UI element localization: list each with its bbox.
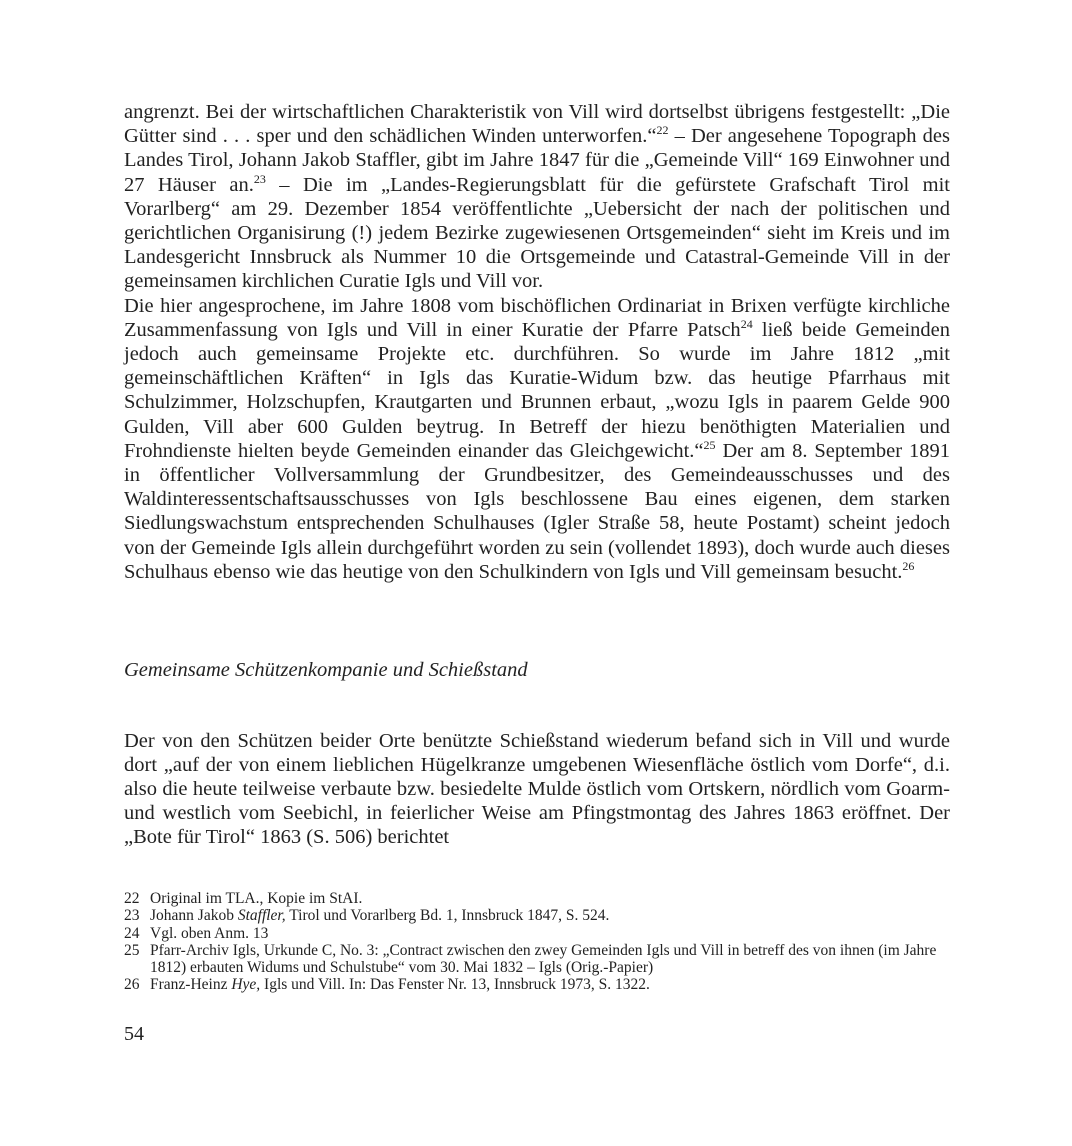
footnote-text-pre: Vgl. oben Anm. 13 — [150, 924, 269, 942]
paragraph-2-part-a: Die hier angesprochene, im Jahre 1808 vom bischöflichen Ordinariat in Brixen verfügte kirchliche Zusammenfassung von Igls und Vill in einer Kuratie der Pfarre Patsch — [124, 294, 950, 341]
footnote-text-post: Igls und Vill. In: Das Fenster Nr. 13, Innsbruck 1973, S. 1322. — [260, 976, 650, 994]
paragraph-3: Der von den Schützen beider Orte benützte Schießstand wiederum befand sich in Vill und wurde dort „auf der von einem lieblichen Hügelkranze umgebenen Wiesenfläche östlich vom Dorfe“, d.i. also die heute teilweise verbaute bzw. besiedelte Mulde östlich vom Ortskern, nördlich vom Goarm- und westlich vom Seebichl, in feierlicher Weise am Pfingstmontag des Jahres 1863 eröffnet. Der „Bote für Tirol“ 1863 (S. 506) berichtet — [124, 729, 950, 849]
paragraph-1 — [124, 100, 950, 294]
footnote-author-italic: Hye, — [231, 976, 261, 994]
footnote-text — [150, 925, 950, 942]
paragraph-1-part-b: – Der angesehene Topograph des Landes Tirol, Johann Jakob Staffler, gibt im Jahre 1847 für die „Gemeinde Vill“ 169 Einwohner und 27 Häuser an. — [124, 125, 950, 196]
footnote-number: 23 — [124, 907, 140, 925]
paragraph-1-part-a: angrenzt. Bei der wirtschaftlichen Charakteristik von Vill wird dortselbst übrigens festgestellt: „Die Gütter sind . . . sper und den schädlichen Winden unterworfen.“ — [124, 101, 950, 148]
footnote-ref-22: 22 — [656, 123, 669, 138]
footnote-text-pre: Pfarr-Archiv Igls, Urkunde C, No. 3: „Contract zwischen den zwey Gemeinden Igls und Vill in betreff des von ihnen (im Jahre 1812) erbauten Widums und Schulstube“ vom 30. Mai 1832 – Igls (Orig.-Papier) — [150, 941, 937, 977]
footnote-text-pre: Johann Jakob — [150, 907, 238, 925]
footnote-ref-23: 23 — [253, 171, 266, 186]
footnote-22 — [124, 890, 950, 907]
footnote-24 — [124, 925, 950, 942]
footnote-text — [150, 942, 950, 977]
footnote-text — [150, 890, 950, 907]
footnote-number: 22 — [124, 890, 140, 907]
footnote-23 — [124, 907, 950, 924]
footnote-author-italic: Staffler, — [237, 907, 286, 925]
page-number: 54 — [124, 1023, 144, 1045]
body-text — [124, 100, 950, 584]
footnote-text-post: Tirol und Vorarlberg Bd. 1, Innsbruck 1847, S. 524. — [285, 907, 610, 925]
footnote-25 — [124, 942, 950, 977]
footnote-ref-24: 24 — [740, 317, 753, 331]
footnote-text-pre: Franz-Heinz — [150, 976, 232, 994]
footnote-ref-25: 25 — [703, 438, 716, 453]
footnote-number: 24 — [124, 924, 140, 942]
footnote-text — [150, 907, 950, 924]
paragraph-1-part-c: – Die im „Landes-Regierungsblatt für die gefürstete Grafschaft Tirol mit Vorarlberg“ am 29. Dezember 1854 veröffentlichte „Uebersicht der nach der politischen und gerichtlichen Organisirung (!) jedem Bezirke zugewiesenen Ortsgemeinden“ sieht im Kreis und im Landesgericht Innsbruck als Nummer 10 die Ortsgemeinde und Catastral-Gemeinde Vill in der gemeinsamen kirchlichen Curatie Igls und Vill vor. — [124, 173, 950, 293]
paragraph-2 — [124, 294, 950, 584]
footnote-text-pre: Original im TLA., Kopie im StAI. — [150, 890, 363, 907]
section-heading: Gemeinsame Schützenkompanie und Schießstand — [124, 659, 528, 681]
footnote-number: 26 — [124, 976, 140, 994]
footnote-26 — [124, 976, 950, 993]
footnote-ref-26: 26 — [902, 559, 915, 574]
footnotes — [124, 890, 950, 994]
paragraph-2-part-b: ließ beide Gemeinden jedoch auch gemeinsame Projekte etc. durchführen. So wurde im Jahre 1812 „mit gemeinschäftlichen Kräften“ in Igls das Kuratie-Widum bzw. das heutige Pfarrhaus mit Schulzimmer, Holzschupfen, Krautgarten und Brunnen erbaut, „wozu Igls in paarem Gelde 900 Gulden, Vill aber 600 Gulden beytrug. In Betreff der hiezu benöthigten Materialien und Frohndienste hielten beyde Gemeinden einander das Gleichgewicht.“ — [124, 318, 950, 462]
footnote-text — [150, 976, 950, 993]
paragraph-2-part-c: Der am 8. September 1891 in öffentlicher Vollversammlung der Grundbesitzer, des Gemeindeausschusses und des Waldinteressentschaftsausschusses von Igls beschlossene Bau eines eigenen, dem starken Siedlungswachstum entsprechenden Schulhauses (Igler Straße 58, heute Postamt) scheint jedoch von der Gemeinde Igls allein durchgeführt worden zu sein (vollendet 1893), doch wurde auch dieses Schulhaus ebenso wie das heutige von den Schulkindern von Igls und Vill gemeinsam besucht. — [124, 439, 950, 583]
footnote-number: 25 — [124, 941, 140, 959]
